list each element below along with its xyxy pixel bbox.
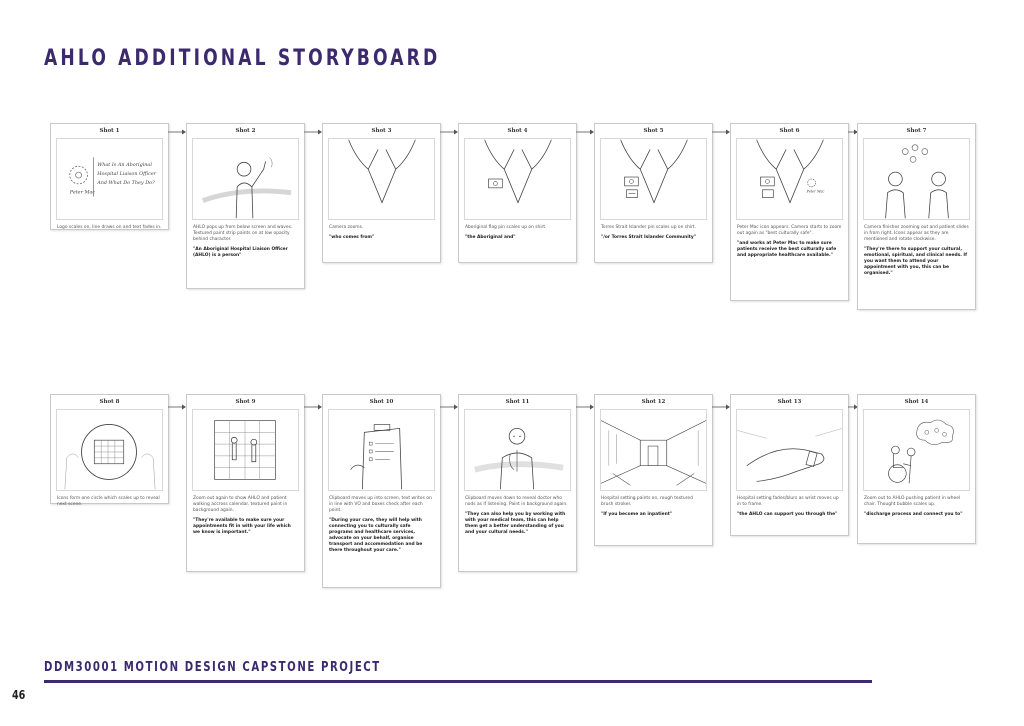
islander-pin-sketch [601,139,706,219]
shot-sketch [600,409,707,491]
shot-card-13 [730,394,849,536]
shot-label: Shot 13 [777,399,802,405]
peter-mac-pin-sketch [737,139,842,219]
shot-description: Logo scales on, line draws on and text fades in. [57,225,162,230]
shot-quote: "the Aboriginal and" [465,235,516,240]
shot-sketch [600,138,707,220]
shot-card-12 [594,394,713,546]
arrow-icon [304,129,322,135]
sketch-logo-text: Peter Mac [806,189,825,194]
shot-card-9 [186,394,305,572]
shot-description: Aboriginal flag pin scales up on shirt. [465,225,547,230]
arrow-icon [168,404,186,410]
arrow-icon [712,129,730,135]
wheelchair-sketch [864,410,969,490]
shot-description: Camera finishes zooming out and patient slides in from right. Icons appear as they are mentioned and rotate clockwise. [864,225,969,242]
shot-card-10 [322,394,441,588]
shot-description: AHLO pops up from below screen and waves. Textured paint strip paints on at low opacity behind character. [193,225,293,242]
arrow-icon [440,129,458,135]
shot-card-3 [322,123,441,263]
shot-sketch [192,138,299,220]
shot-sketch [328,138,435,220]
shot-description: Zoom out to AHLO pushing patient in wheel chair. Thought bubble scales up. [864,496,961,507]
ahlo-and-patient-sketch [864,139,969,219]
shot-label: Shot 4 [507,128,528,134]
shot-card-8 [50,394,169,507]
calendar-walk-sketch [193,410,298,490]
shot-label: Shot 9 [235,399,256,405]
shot-quote: "the AHLO can support you through the" [737,512,838,517]
shot-label: Shot 2 [235,128,256,134]
shot-label: Shot 7 [906,128,927,134]
shot-label: Shot 14 [904,399,929,405]
shot-label: Shot 3 [371,128,392,134]
page-title: AHLO ADDITIONAL STORYBOARD [44,46,441,71]
shot-description: Hospital setting paints on, rough textured brush strokes [601,496,693,507]
shot-sketch [56,138,163,220]
shot-label: Shot 5 [643,128,664,134]
shot-card-7 [857,123,976,310]
footer-title: DDM30001 MOTION DESIGN CAPSTONE PROJECT [44,660,381,675]
shot-sketch [464,138,571,220]
sketch-text-line-1: What Is An Aboriginal [97,162,152,169]
character-waving-sketch [193,139,298,219]
shot-card-2 [186,123,305,289]
sketch-text-line-3: And What Do They Do? [97,179,155,186]
shot-sketch [736,409,843,491]
shot-label: Shot 8 [99,399,120,405]
shot-label: Shot 1 [99,128,120,134]
shot-description: Clipboard moves down to reveal doctor who nods as if listening. Paint in background again. [465,496,568,507]
shot-quote: "They can also help you by working with with your medical team, this can help them get a better understanding of you and your cultural needs." [465,512,566,535]
shot-description: Hospital setting fades/blurs as wrist moves up in to frame. [737,496,839,507]
arrow-icon [712,404,730,410]
shot-sketch [56,409,163,491]
shot-label: Shot 12 [641,399,666,405]
shot-description: Zoom out again to show AHLO and patient walking accross calendar. textured paint in background again. [193,496,288,513]
doctor-sketch [465,410,570,490]
collar-closeup-sketch [329,139,434,219]
shot-card-14 [857,394,976,544]
shot-quote: "An Aboriginal Hospital Liaison Officer (AHLO) is a person" [193,247,288,258]
shot-description: Icons form one circle which scales up to reveal next scene. [57,496,160,507]
wrist-band-sketch [737,410,842,490]
shot-sketch [863,138,970,220]
shot-quote: "If you become an inpatient" [601,512,673,517]
footer-divider [44,680,872,683]
page-number: 46 [12,688,26,702]
shot-sketch [736,138,843,220]
shot-description: Peter Mac icon appears. Camera starts to zoom out again as "best culturally safe". [737,225,842,236]
icon-circle-sketch [57,410,162,490]
sketch-text-line-2: Hospital Liaison Officer [97,171,157,178]
shot-label: Shot 11 [505,399,530,405]
shot-quote: "who comes from" [329,235,375,240]
shot-description: Clipboard moves up into screen, text writes on in line with VO and boxes check after each point. [329,496,432,513]
shot-quote: "/or Torres Strait Islander Community" [601,235,697,240]
shot-sketch [464,409,571,491]
sketch-logo-text: Peter Mac [69,189,96,196]
arrow-icon [168,129,186,135]
shot-card-5 [594,123,713,263]
arrow-icon [576,129,594,135]
hospital-corridor-sketch [601,410,706,490]
shot-quote: "They're available to make sure your appointments fit in with your life which we know is important." [193,518,291,535]
shot-sketch [863,409,970,491]
shot-quote: "discharge process and connect you to" [864,512,963,517]
shot-sketch [328,409,435,491]
logo-sketch [57,139,162,219]
arrow-icon [576,404,594,410]
shot-card-4 [458,123,577,263]
shot-quote: "and works at Peter Mac to make sure patients receive the best culturally safe and appropriate healthcare available." [737,241,837,258]
flag-pin-sketch [465,139,570,219]
shot-card-6 [730,123,849,301]
shot-card-11 [458,394,577,572]
shot-label: Shot 10 [369,399,394,405]
shot-quote: "They're there to support your cultural, emotional, spiritual, and clinical needs. If you want them to attend your appointment with you, this can be organised." [864,247,967,276]
shot-label: Shot 6 [779,128,800,134]
shot-description: Torres Strait Islander pin scales up on shirt. [601,225,696,230]
shot-card-1 [50,123,169,230]
shot-quote: "During your care, they will help with connecting you to culturally safe programs and healthcare services, advocate on your behalf, organise transport and accommodation and be there throughout your care." [329,518,423,553]
arrow-icon [440,404,458,410]
arrow-icon [304,404,322,410]
clipboard-sketch [329,410,434,490]
shot-sketch [192,409,299,491]
shot-description: Camera zooms. [329,225,364,230]
